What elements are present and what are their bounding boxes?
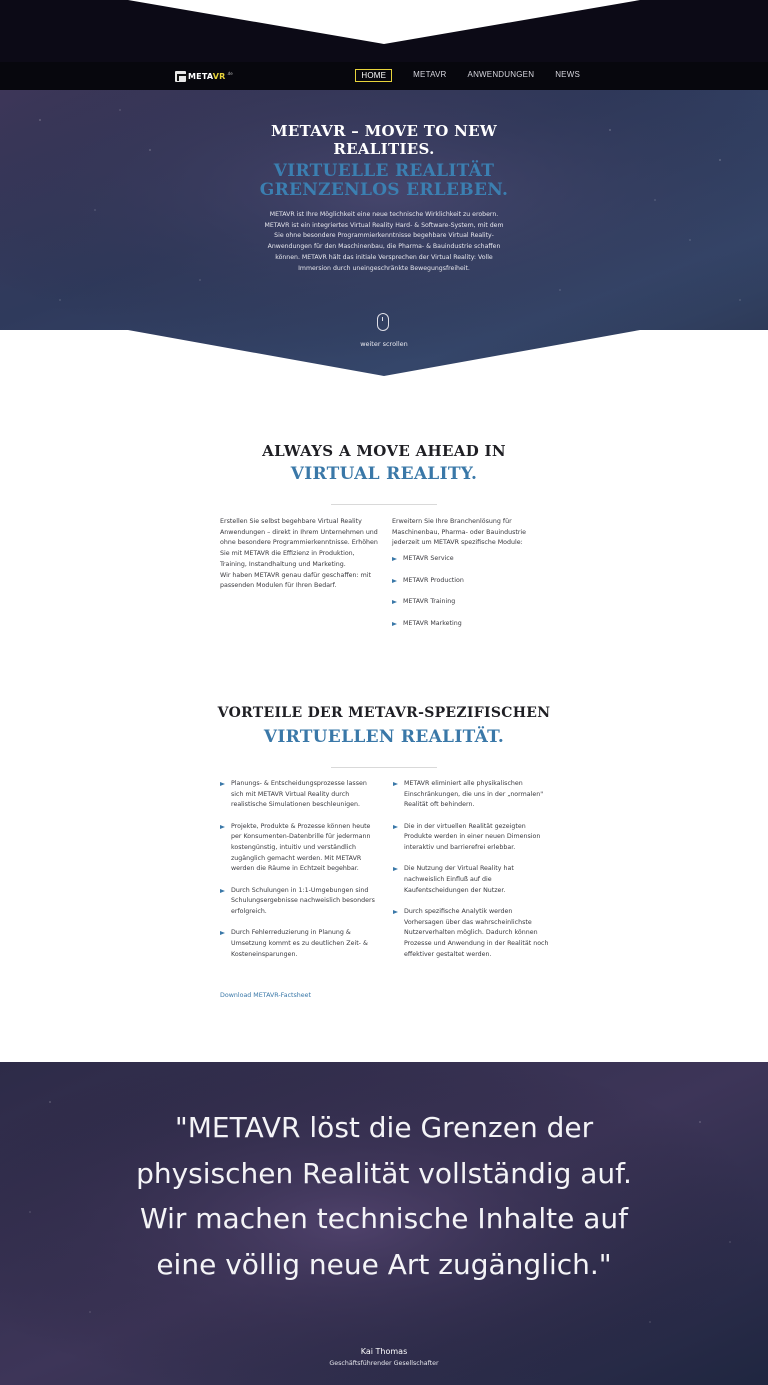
hero-description: METAVR ist Ihre Möglichkeit eine neue technische Wirklichkeit zu erobern. METAVR ist ein integriertes Virtual Reality Hard- & Software-System, mit dem Sie ohne besondere Programmierkenntnisse begehbare Virtual Reality-Anwendungen für den Maschinenbau, die Pharma- & Bauindustrie schaffen können. METAVR hält das initiale Versprechen der Virtual Reality: Volle Immersion durch uneingeschränkte Bewegungsfreiheit.: [264, 211, 504, 272]
nav-item-news[interactable]: NEWS: [555, 70, 580, 79]
navbar: [0, 62, 768, 90]
triangle-bullet-icon: [393, 825, 398, 829]
list-item: Durch Fehlerreduzierung in Planung & Umsetzung kommt es zu deutlichen Zeit- & Kosteneinsparungen.: [220, 928, 380, 960]
list-item: METAVR Training: [392, 597, 552, 608]
mouse-scroll-icon[interactable]: [377, 313, 389, 331]
triangle-bullet-icon: [220, 889, 225, 893]
logo-domain: .de: [226, 71, 233, 76]
hero-title: METAVR – MOVE TO NEW REALITIES.: [270, 122, 498, 158]
triangle-bullet-icon: [392, 622, 397, 626]
benefits-list-left: [220, 779, 380, 971]
nav-item-metavr[interactable]: METAVR: [413, 70, 447, 79]
logo[interactable]: [175, 70, 233, 83]
triangle-bullet-icon: [393, 910, 398, 914]
section1-left-text: Erstellen Sie selbst begehbare Virtual Reality Anwendungen – direkt in Ihrem Unternehmen und ohne besondere Programmierkenntnisse. Erhöhen Sie mit METAVR die Effizienz in Produktion, Training, Instandhaltung und Marketing. Wir haben METAVR genau dafür geschaffen: mit passenden Modulen für Ihren Bedarf.: [220, 518, 378, 590]
list-item: Projekte, Produkte & Prozesse können heute per Konsumenten-Datenbrille für jedermann kostengünstig, intuitiv und verständlich zugänglich gemacht werden. Mit METAVR werden die Räume in Echtzeit begehbar.: [220, 822, 380, 876]
section2-subtitle: VIRTUELLEN REALITÄT.: [263, 727, 505, 747]
section1-title: ALWAYS A MOVE AHEAD IN: [262, 442, 506, 460]
triangle-bullet-icon: [220, 825, 225, 829]
list-item: Durch Schulungen in 1:1-Umgebungen sind Schulungsergebnisse nachweislich besonders erfolgreich.: [220, 886, 380, 918]
list-item: METAVR eliminiert alle physikalischen Einschränkungen, die uns in der „normalen" Realität oft behindern.: [393, 779, 553, 811]
logo-text: METAVR: [188, 72, 226, 81]
quote-author-role: Geschäftsführender Gesellschafter: [329, 1360, 439, 1367]
quote-author: Kai Thomas: [360, 1347, 408, 1356]
section2-divider: [331, 767, 437, 768]
list-item: METAVR Marketing: [392, 619, 552, 630]
benefits-list-right: [393, 779, 553, 971]
list-item: METAVR Production: [392, 576, 552, 587]
hero-section: [0, 90, 768, 376]
triangle-bullet-icon: [392, 557, 397, 561]
list-item: Die in der virtuellen Realität gezeigten Produkte werden in einer neuen Dimension interaktiv und barrierefrei erlebbar.: [393, 822, 553, 854]
section1-subtitle: VIRTUAL REALITY.: [290, 464, 478, 484]
section1-divider: [331, 504, 437, 505]
triangle-bullet-icon: [393, 782, 398, 786]
top-notch-shape: [0, 0, 768, 62]
triangle-bullet-icon: [220, 931, 225, 935]
logo-icon: [175, 71, 186, 82]
nav-item-anwendungen[interactable]: ANWENDUNGEN: [467, 70, 535, 79]
nav-item-home[interactable]: HOME: [355, 69, 392, 82]
nav-menu: [334, 69, 580, 82]
triangle-bullet-icon: [393, 867, 398, 871]
scroll-label[interactable]: weiter scrollen: [360, 340, 408, 348]
hero-subtitle: VIRTUELLE REALITÄT GRENZENLOS ERLEBEN.: [259, 161, 509, 200]
download-factsheet-link[interactable]: Download METAVR-Factsheet: [220, 992, 311, 999]
section2-title: VORTEILE DER METAVR-SPEZIFISCHEN: [217, 705, 551, 721]
triangle-bullet-icon: [392, 600, 397, 604]
list-item: Die Nutzung der Virtual Reality hat nachweislich Einfluß auf die Kaufentscheidungen der Nutzer.: [393, 864, 553, 896]
list-item: Durch spezifische Analytik werden Vorhersagen über das wahrscheinlichste Nutzerverhalten möglich. Dadurch können Prozesse und Anwendung in der Realität noch effektiver gestaltet werden.: [393, 907, 553, 961]
list-item: Planungs- & Entscheidungsprozesse lassen sich mit METAVR Virtual Reality durch realistische Simulationen beschleunigen.: [220, 779, 380, 811]
triangle-bullet-icon: [220, 782, 225, 786]
section1-right-text: Erweitern Sie Ihre Branchenlösung für Maschinenbau, Pharma- oder Bauindustrie jederzeit um METAVR spezifische Module:: [392, 518, 527, 547]
list-item: METAVR Service: [392, 554, 552, 565]
quote-text: "METAVR löst die Grenzen der physischen Realität vollständig auf. Wir machen technische Inhalte auf eine völlig neue Art zugänglich.": [136, 1111, 632, 1281]
triangle-bullet-icon: [392, 579, 397, 583]
quote-section: [0, 1062, 768, 1385]
module-list: [392, 554, 552, 640]
